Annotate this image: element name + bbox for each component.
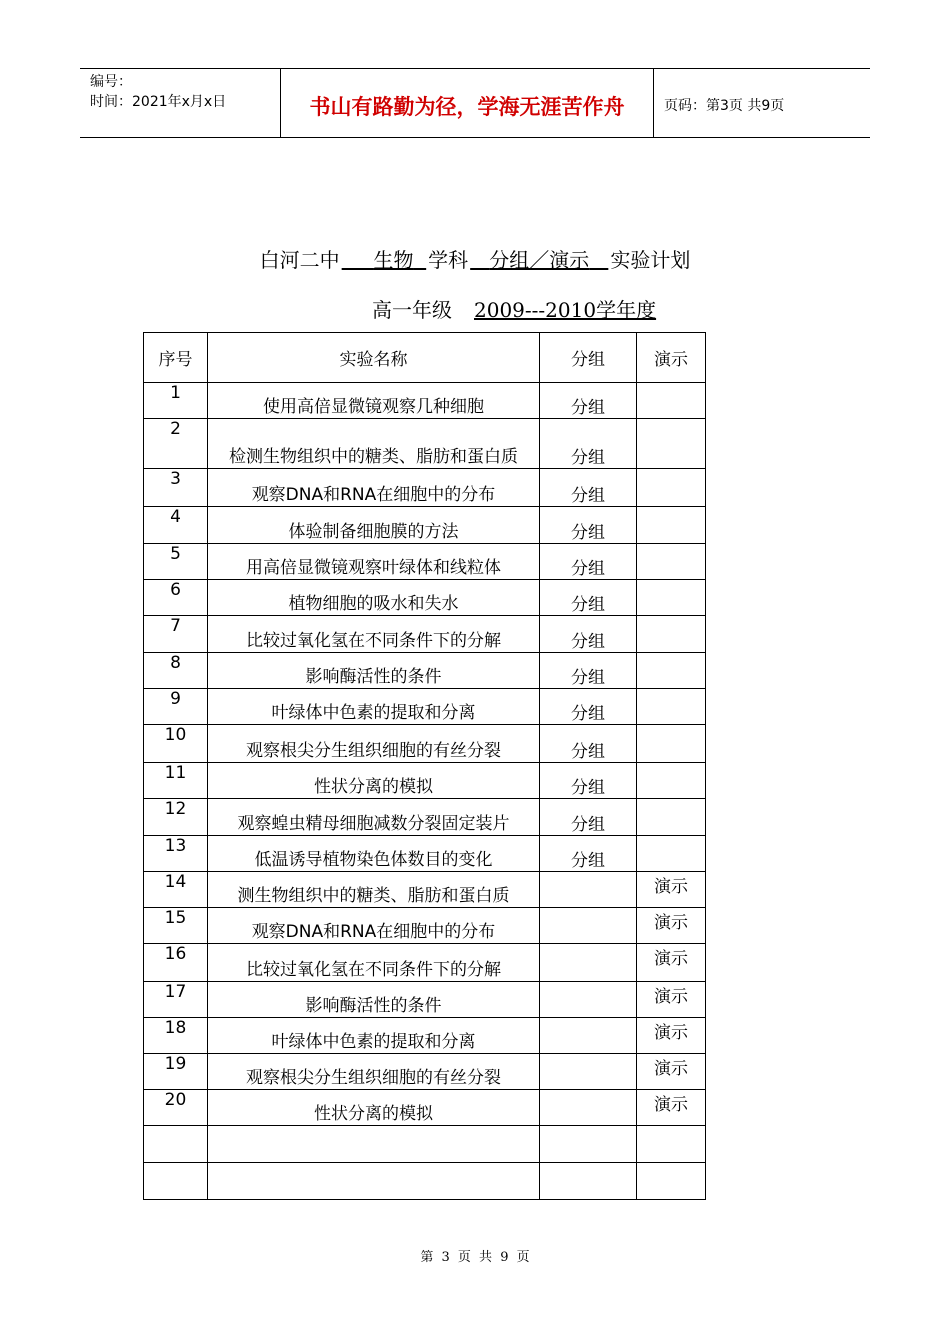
experiment-name: 影响酶活性的条件: [208, 653, 540, 689]
demo-mark: 演示: [637, 872, 706, 908]
demo-mark: [637, 653, 706, 689]
school-year: 2009---2010学年度: [474, 298, 657, 322]
row-number: 16: [144, 944, 208, 982]
header-group: 分组: [540, 333, 637, 383]
demo-mark: [637, 580, 706, 616]
group-mark: 分组: [540, 725, 637, 763]
group-mark: 分组: [540, 799, 637, 836]
table-row: [144, 689, 706, 725]
group-mark: 分组: [540, 419, 637, 469]
row-number: 18: [144, 1018, 208, 1054]
group-mark: [540, 944, 637, 982]
row-number: 13: [144, 836, 208, 872]
experiment-name: [208, 1163, 540, 1200]
header-meta-cell: [80, 69, 281, 137]
row-number: 11: [144, 763, 208, 799]
page-info: 页码：第3页 共9页: [664, 98, 785, 114]
table-header-row: [144, 333, 706, 383]
row-number: 2: [144, 419, 208, 469]
table-row: [144, 580, 706, 616]
demo-mark: [637, 1163, 706, 1200]
demo-mark: 演示: [637, 1018, 706, 1054]
page-title: [0, 244, 950, 273]
demo-mark: [637, 544, 706, 580]
time-label: 时间：2021年x月x日: [90, 94, 227, 110]
header-experiment-name: 实验名称: [208, 333, 540, 383]
header-demo: 演示: [637, 333, 706, 383]
group-mark: [540, 1090, 637, 1126]
row-number: 5: [144, 544, 208, 580]
subject-suffix: 学科: [428, 248, 469, 272]
experiment-name: 检测生物组织中的糖类、脂肪和蛋白质: [208, 419, 540, 469]
table-row: [144, 653, 706, 689]
row-number: 14: [144, 872, 208, 908]
table-row: [144, 616, 706, 653]
plan-label: 实验计划: [610, 248, 691, 272]
header-number: 序号: [144, 333, 208, 383]
group-mark: [540, 1054, 637, 1090]
demo-mark: 演示: [637, 1054, 706, 1090]
experiment-name: 使用高倍显微镜观察几种细胞: [208, 383, 540, 419]
row-number: 17: [144, 982, 208, 1018]
table-row: [144, 419, 706, 469]
experiment-name: 观察根尖分生组织细胞的有丝分裂: [208, 725, 540, 763]
demo-mark: [637, 507, 706, 544]
serial-number-label: 编号：: [90, 74, 132, 90]
demo-mark: 演示: [637, 908, 706, 944]
group-mark: [540, 1126, 637, 1163]
subject-name: 生物: [373, 248, 414, 272]
row-number: 20: [144, 1090, 208, 1126]
row-number: 1: [144, 383, 208, 419]
experiment-name: 影响酶活性的条件: [208, 982, 540, 1018]
header-motto-cell: [281, 69, 654, 137]
demo-mark: 演示: [637, 944, 706, 982]
row-number: 10: [144, 725, 208, 763]
table-row: [144, 383, 706, 419]
group-mark: 分组: [540, 469, 637, 507]
experiment-name: 性状分离的模拟: [208, 763, 540, 799]
row-number: 19: [144, 1054, 208, 1090]
row-number: [144, 1163, 208, 1200]
demo-mark: [637, 616, 706, 653]
header-page-cell: [654, 69, 870, 137]
table-row: [144, 507, 706, 544]
table-row: [144, 1054, 706, 1090]
table-row: [144, 1090, 706, 1126]
motto-text: 书山有路勤为径，学海无涯苦作舟: [309, 95, 625, 119]
page-footer: 第 3 页 共 9 页: [420, 1250, 530, 1265]
experiment-name: [208, 1126, 540, 1163]
experiment-name: 体验制备细胞膜的方法: [208, 507, 540, 544]
group-mark: [540, 1018, 637, 1054]
grade-label: 高一年级: [372, 298, 452, 322]
group-mark: 分组: [540, 763, 637, 799]
experiment-name: 植物细胞的吸水和失水: [208, 580, 540, 616]
group-mark: [540, 872, 637, 908]
experiment-name: 观察根尖分生组织细胞的有丝分裂: [208, 1054, 540, 1090]
experiment-name: 观察蝗虫精母细胞减数分裂固定装片: [208, 799, 540, 836]
group-mark: [540, 982, 637, 1018]
group-mark: 分组: [540, 507, 637, 544]
row-number: 4: [144, 507, 208, 544]
demo-mark: [637, 1126, 706, 1163]
row-number: 3: [144, 469, 208, 507]
table-row: [144, 763, 706, 799]
table-row: [144, 836, 706, 872]
table-body: [144, 383, 706, 1200]
row-number: 15: [144, 908, 208, 944]
table-row: [144, 1163, 706, 1200]
table-row: [144, 1126, 706, 1163]
group-mark: 分组: [540, 580, 637, 616]
demo-mark: [637, 469, 706, 507]
demo-mark: [637, 763, 706, 799]
demo-mark: [637, 383, 706, 419]
document-header: [80, 68, 870, 138]
experiment-type: 分组／演示: [489, 248, 590, 272]
experiment-table: [143, 332, 706, 1200]
experiment-name: 叶绿体中色素的提取和分离: [208, 689, 540, 725]
experiment-name: 性状分离的模拟: [208, 1090, 540, 1126]
demo-mark: [637, 419, 706, 469]
group-mark: [540, 1163, 637, 1200]
table-row: [144, 799, 706, 836]
school-name: 白河二中: [259, 248, 340, 272]
group-mark: 分组: [540, 689, 637, 725]
table-row: [144, 544, 706, 580]
row-number: [144, 1126, 208, 1163]
experiment-name: 用高倍显微镜观察叶绿体和线粒体: [208, 544, 540, 580]
table-row: [144, 982, 706, 1018]
row-number: 6: [144, 580, 208, 616]
experiment-name: 叶绿体中色素的提取和分离: [208, 1018, 540, 1054]
row-number: 9: [144, 689, 208, 725]
group-mark: 分组: [540, 616, 637, 653]
page-subtitle: [372, 294, 656, 323]
demo-mark: [637, 836, 706, 872]
row-number: 8: [144, 653, 208, 689]
experiment-name: 观察DNA和RNA在细胞中的分布: [208, 908, 540, 944]
group-mark: [540, 908, 637, 944]
demo-mark: [637, 725, 706, 763]
demo-mark: 演示: [637, 982, 706, 1018]
table-row: [144, 469, 706, 507]
row-number: 12: [144, 799, 208, 836]
experiment-name: 观察DNA和RNA在细胞中的分布: [208, 469, 540, 507]
table-row: [144, 944, 706, 982]
experiment-name: 测生物组织中的糖类、脂肪和蛋白质: [208, 872, 540, 908]
group-mark: 分组: [540, 653, 637, 689]
group-mark: 分组: [540, 383, 637, 419]
demo-mark: 演示: [637, 1090, 706, 1126]
demo-mark: [637, 689, 706, 725]
table-row: [144, 908, 706, 944]
table-row: [144, 725, 706, 763]
demo-mark: [637, 799, 706, 836]
row-number: 7: [144, 616, 208, 653]
table-row: [144, 872, 706, 908]
group-mark: 分组: [540, 544, 637, 580]
table-row: [144, 1018, 706, 1054]
experiment-name: 低温诱导植物染色体数目的变化: [208, 836, 540, 872]
experiment-name: 比较过氧化氢在不同条件下的分解: [208, 616, 540, 653]
experiment-name: 比较过氧化氢在不同条件下的分解: [208, 944, 540, 982]
group-mark: 分组: [540, 836, 637, 872]
